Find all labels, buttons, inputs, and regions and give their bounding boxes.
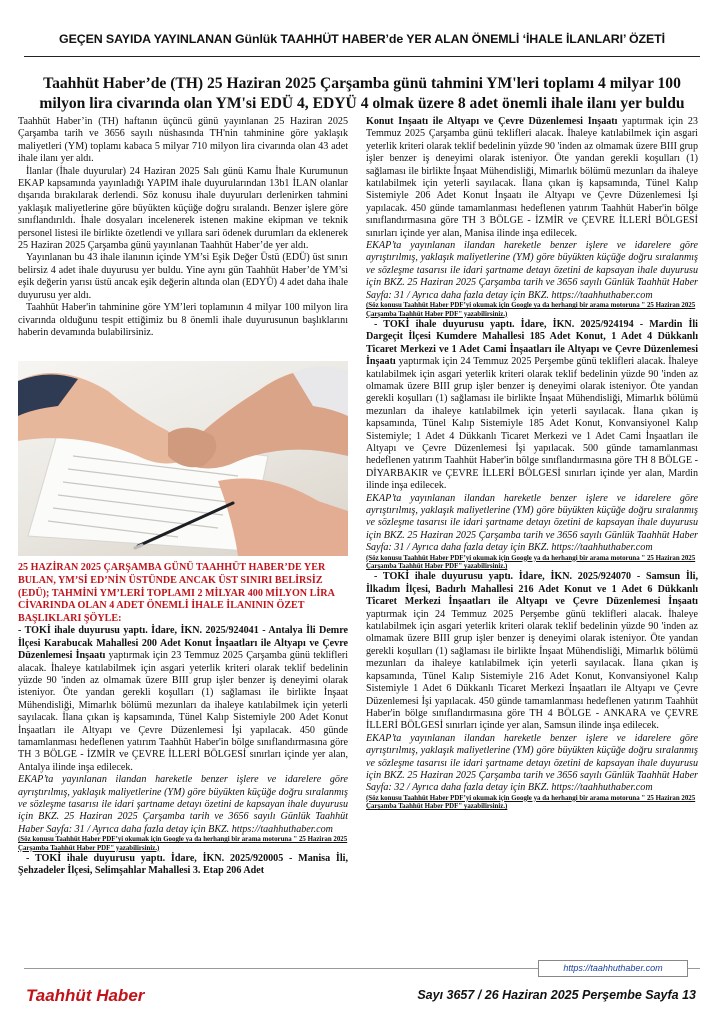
- tender-item-1-title: - TOKİ ihale duyurusu yaptı. İdare, İKN. 2025/924041 - Antalya İli Demre İlçesi Karabucak Mahallesi 200 Adet Konut İnşaatları ile Altyapı ve Çevre Düzenlemesi İnşaatı: [18, 625, 348, 662]
- tender-item-1-body: yaptırmak için 23 Temmuz 2025 Çarşamba günü teklifleri alacak. İhaleye katılabilmek için asgari yeterlik kriteri olarak teklif bedelinin yüzde 90 'inden az olmamak üzere BIII grup işler benzer iş deneyimi olarak isteniyor. Öte yandan gerekli koşulları (1) sağlaması ile birlikte İnşaat Mühendisliği, Mimarlık bölümü mezunları da ihaleye katılabilmek için yeterli sayılacak. İlana çıkan iş kapsamında, Tünel Kalıp Sistemiyle 200 Adet Konut İnşaatları ile Altyapı ve Çevre Düzenlemesi İşi yapılacak. 450 günde tamamlanması hedeflenen yatırım Taahhüt Haber'in bölge sınıflandırmasına göre TH 3 BÖLGE - İZMİR ve ÇEVRE İLLERİ BÖLGESİ sınırları içinde yer alan, Antalya ilinde inşa edilecek.: [18, 650, 348, 773]
- intro-paragraph-4: Taahhüt Haber'in tahminine göre YM’leri toplamının 4 milyar 100 milyon lira civarında olduğunu tespit ettiğimiz bu 8 önemli ihale duyurusunun başlıklarını haberin devamında bulabilirsiniz.: [18, 302, 348, 338]
- intro-paragraph-2: İlanlar (İhale duyurular) 24 Haziran 2025 Salı günü Kamu İhale Kurumunun EKAP kapsamında yayınladığı YAPIM ihale duyurularından 13b1 İLAN olanlar dışarıda bırakılarak derlendi. Söz konusu ihale duyuruları derlenirken tahmini yaklaşık maliyetlerine göre büyükten küçüğe doğru sıralandı. Benzer işlere göre sınıflandırıldı. İhale dosyaları incelenerek istenen makine ekipman ve teknik personel listesi ile birlikte özetlendi ve yıllara sari ödenek durumları da eklenerek 25 Haziran 2025 Çarşamba günü yayınlanan Taahhüt Haber’de yer aldı.: [18, 165, 348, 252]
- page-section-title: GEÇEN SAYIDA YAYINLANAN Günlük TAAHHÜT HABER’de YER ALAN ÖNEMLİ ‘İHALE İLANLARI’ ÖZETİ: [59, 32, 665, 46]
- header-divider: [24, 56, 700, 57]
- handshake-illustration: [18, 361, 348, 556]
- tender-item-4-body: yaptırmak için 24 Temmuz 2025 Perşembe günü teklifleri alacak. İhaleye katılabilmek için asgari yeterlik kriteri olarak teklif bedelinin yüzde 90 'inden az olmamak üzere BIII grup işler benzer iş deneyimi olarak isteniyor. Öte yandan gerekli koşulları (1) sağlaması ile birlikte İnşaat Mühendisliği, Mimarlık bölümü mezunları da ihaleye katılabilmek için yeterli sayılacak. İlana çıkan iş kapsamında, Tünel Kalıp Sistemiyle 216 Adet Konut, Konvansiyonel Kalıp Sistemiyle 1 Adet 6 Dükkanlı Ticaret Merkezi İnşaatları ile Altyapı ve Çevre Düzenlemesi İşi yapılacak. 450 günde tamamlanması hedeflenen yatırım Taahhüt Haber'in bölge sınıflandırmasına göre TH 4 BÖLGE - ANKARA ve ÇEVRE İLLERİ BÖLGESİ sınırları içinde yer alan, Samsun ilinde inşa edilecek.: [366, 608, 698, 732]
- tender-item-2: [366, 116, 698, 240]
- edu-section-heading: 25 HAZİRAN 2025 ÇARŞAMBA GÜNÜ TAAHHÜT HABER’DE YER BULAN, YM’Sİ ED’NİN ÜSTÜNDE ANCAK ÜST SINIRI BELİRSİZ (EDÜ); TAHMİNİ YM’LERİ TOPLAMI 2 MİLYAR 400 MİLYON LİRA CİVARINDA OLAN 4 ADET ÖNEMLİ İHALE İLANININ ÖZET BAŞLIKLARI ŞÖYLE:: [18, 562, 335, 624]
- tender-item-3-body: yaptırmak için 24 Temmuz 2025 Perşembe günü teklifleri alacak. İhaleye katılabilmek için asgari yeterlik kriteri olarak teklif bedelinin yüzde 90 'inden az olmamak üzere BIII grup işler benzer iş deneyimi olarak isteniyor. Öte yandan gerekli koşulları (1) sağlaması ile birlikte İnşaat Mühendisliği, Mimarlık bölümü mezunları da ihaleye katılabilmek için yeterli sayılacak. İlana çıkan iş kapsamında, Tünel Kalıp Sistemiyle 185 Adet Konut, Konvansiyonel Kalıp Sistemiyle; 1 Adet 4 Dükkanlı Ticaret Merkezi ve 1 Adet Cami İnşaatları ile Altyapı ve Çevre Düzenlemesi İşi yapılacak. 500 günde tamamlanması hedeflenen yatırım Taahhüt Haber'in bölge sınıflandırmasına göre TH 8 BÖLGE - DİYARBAKIR ve ÇEVRE İLLERİ BÖLGESİ sınırları içinde yer alan, Mardin ilinde inşa edilecek.: [366, 356, 698, 492]
- tender-item-3-title: - TOKİ ihale duyurusu yaptı. İdare, İKN. 2025/924194 - Mardin İli Dargeçit İlçesi Kumdere Mahallesi 185 Adet Konut, 1 Adet 4 Dükkanlı Ticaret Merkezi ve 1 Adet Cami İnşaatları ile Altyapı ve Çevre Düzenlemesi İnşaatı: [366, 318, 698, 368]
- tender-item-4-reference: EKAP’ta yayınlanan ilandan hareketle benzer işlere ve idarelere göre ayrıştırılmış, yaklaşık maliyetlerine (YM) göre büyükten küçüğe doğru sıralanmış ve sözleşme tasarısı ile idari şartname detayı özetini de kapsayan ihale duyurusu için BKZ. 25 Haziran 2025 Çarşamba tarih ve 3656 sayılı Günlük Taahhüt Haber Sayfa: 32 / Ayrıca daha fazla detay için BKZ. https://taahhuthaber.com: [366, 732, 698, 794]
- right-column: [366, 116, 698, 952]
- tender-item-2-title: - TOKİ ihale duyurusu yaptı. İdare, İKN. 2025/920005 - Manisa İli, Şehzadeler İlçesi, Selimşahlar Mahallesi 3. Etap 206 Adet: [18, 853, 348, 877]
- website-link[interactable]: https://taahhuthaber.com: [538, 960, 688, 977]
- publication-logo: Taahhüt Haber: [26, 986, 145, 1005]
- tender-item-2-title-cont: Konut İnşaatı ile Altyapı ve Çevre Düzenlemesi İnşaatı: [366, 116, 618, 127]
- tender-item-1: [18, 625, 348, 774]
- left-column: [18, 116, 348, 952]
- tender-item-4: [366, 571, 698, 732]
- tender-item-2-body: yaptırmak için 23 Temmuz 2025 Çarşamba günü teklifleri alacak. İhaleye katılabilmek için asgari yeterlik kriteri olarak teklif bedelinin yüzde 90 'inden az olmamak üzere BIII grup işler benzer iş deneyimi olarak isteniyor. Öte yandan gerekli koşulları (1) sağlaması ile birlikte İnşaat Mühendisliği, Mimarlık bölümü mezunları da ihaleye katılabilmek için yeterli sayılacak. İlana çıkan iş kapsamında, Tünel Kalıp Sistemiyle 206 Adet Konut İnşaatı ile Altyapı ve Çevre Düzenlemesi İşi yapılacak. 450 günde tamamlanması hedeflenen yatırım Taahhüt Haber'in bölge sınıflandırmasına göre TH 3 BÖLGE - İZMİR ve ÇEVRE İLLERİ BÖLGESİ sınırları içinde yer alan, Manisa ilinde inşa edilecek.: [366, 116, 698, 239]
- tender-item-2-reference: EKAP’ta yayınlanan ilandan hareketle benzer işlere ve idarelere göre ayrıştırılmış, yaklaşık maliyetlerine (YM) göre büyükten küçüğe doğru sıralanmış ve sözleşme tasarısı ile idari şartname detayı özetini de kapsayan ihale duyurusu için BKZ. 25 Haziran 2025 Çarşamba tarih ve 3656 sayılı Günlük Taahhüt Haber Sayfa: 31 / Ayrıca daha fazla detay için BKZ. https://taahhuthaber.com: [366, 240, 698, 301]
- tender-item-4-pdf-note: (Söz konusu Taahhüt Haber PDF’yi okumak için Google ya da herhangi bir arama motoruna " 25 Haziran 2025 Çarşamba Taahhüt Haber PDF" yazabilirsiniz.): [366, 794, 696, 811]
- issue-info: Sayı 3657 / 26 Haziran 2025 Perşembe Sayfa 13: [417, 988, 696, 1002]
- handshake-contract-photo: [18, 361, 348, 556]
- tender-item-1-pdf-note: (Söz konusu Taahhüt Haber PDF’yi okumak için Google ya da herhangi bir arama motoruna " 25 Haziran 2025 Çarşamba Taahhüt Haber PDF" yazabilirsiniz.): [18, 836, 348, 852]
- intro-paragraph-3: Yayınlanan bu 43 ihale ilanının içinde YM’si Eşik Değer Üstü (EDÜ) üst sınırı belirsiz 4 adet ihale duyurusu yer buldu. Yine aynı gün Taahhüt Haber’de YM’si eşik değerin yarısı üstü ancak eşik değerin altında olan (EDYÜ) 4 adet daha ihale duyurusu yer aldı.: [18, 252, 348, 301]
- tender-item-4-title: - TOKİ ihale duyurusu yaptı. İdare, İKN. 2025/924070 - Samsun İli, İlkadım İlçesi, Badırlı Mahallesi 216 Adet Konut ve 1 Adet 6 Dükkanlı Ticaret Merkezi İnşaatları ile Altyapı ve Çevre Düzenlemesi İnşaatı: [366, 571, 698, 608]
- tender-item-2-pdf-note: (Söz konusu Taahhüt Haber PDF’yi okumak için Google ya da herhangi bir arama motoruna " 25 Haziran 2025 Çarşamba Taahhüt Haber PDF" yazabilirsiniz.): [366, 302, 696, 318]
- intro-paragraph-1: Taahhüt Haber’in (TH) haftanın üçüncü günü yayınlanan 25 Haziran 2025 Çarşamba tarih ve 3656 sayılı nüshasında TH'nin tahminine göre yaklaşık maliyetleri (YM) toplamı kabaca 5 milyar 710 milyon lira civarında olan 43 adet ihale ilanı yer aldı.: [18, 116, 348, 165]
- tender-item-3-pdf-note: (Söz konusu Taahhüt Haber PDF’yi okumak için Google ya da herhangi bir arama motoruna " 25 Haziran 2025 Çarşamba Taahhüt Haber PDF" yazabilirsiniz.): [366, 554, 696, 571]
- tender-item-3-reference: EKAP’ta yayınlanan ilandan hareketle benzer işlere ve idarelere göre ayrıştırılmış, yaklaşık maliyetlerine (YM) göre büyükten küçüğe doğru sıralanmış ve sözleşme tasarısı ile idari şartname detayı özetini de kapsayan ihale duyurusu için BKZ. 25 Haziran 2025 Çarşamba tarih ve 3656 sayılı Günlük Taahhüt Haber Sayfa: 31 / Ayrıca daha fazla detay için BKZ. https://taahhuthaber.com: [366, 492, 698, 554]
- tender-item-1-reference: EKAP’ta yayınlanan ilandan hareketle benzer işlere ve idarelere göre ayrıştırılmış, yaklaşık maliyetlerine (YM) göre büyükten küçüğe doğru sıralanmış ve sözleşme tasarısı ile idari şartname detayı özetini de kapsayan ihale duyurusu için BKZ. 25 Haziran 2025 Çarşamba tarih ve 3656 sayılı Günlük Taahhüt Haber Sayfa: 31 / Ayrıca daha fazla detay için BKZ. https://taahhuthaber.com: [18, 774, 348, 835]
- article-headline: Taahhüt Haber’de (TH) 25 Haziran 2025 Çarşamba günü tahmini YM'leri toplamı 4 milyar 100 milyon lira civarında olan YM'si EDÜ 4, EDYÜ 4 olmak üzere 8 adet önemli ihale ilanı yer buldu: [39, 75, 685, 112]
- tender-item-3: [366, 319, 698, 493]
